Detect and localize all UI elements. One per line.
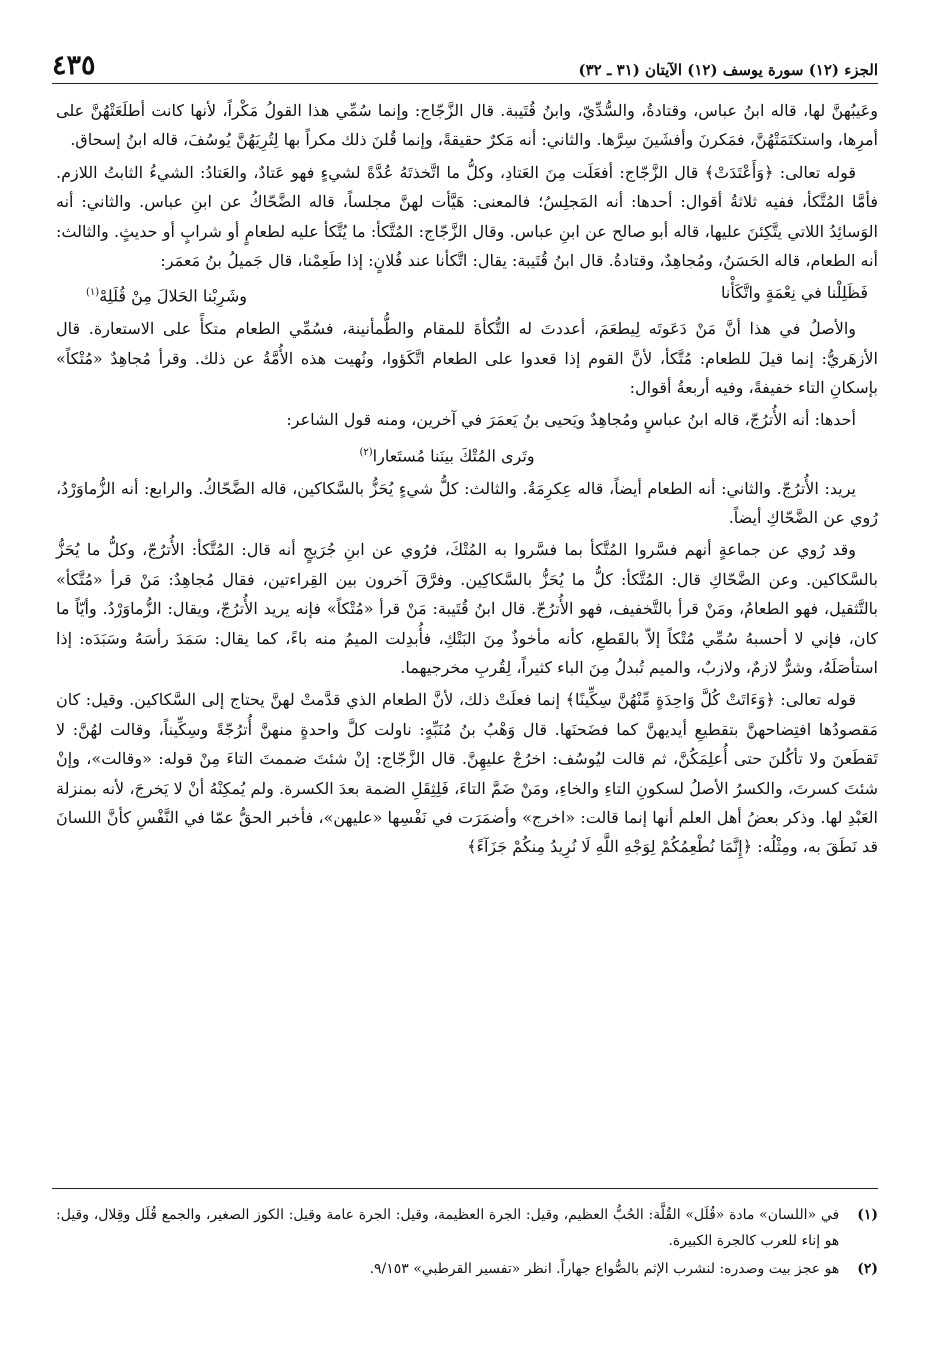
- verse-1-second-hemistich: وشَرِبْنا الحَلالَ مِنْ قُلَلِهْ: [99, 286, 247, 306]
- poem-verse-2: [86, 438, 868, 471]
- verse-1-second-hemistich-wrap: [86, 278, 247, 311]
- footnote-mark-2: (٢): [359, 446, 373, 458]
- verse-2-hemistich: وتَرى المُتْكَ بينَنا مُستَعارا: [372, 446, 535, 466]
- running-head: الجزء (١٢) سورة يوسف (١٢) الآيتان (٣١ ـ ٣٢): [578, 61, 878, 79]
- page-header: [52, 40, 878, 84]
- footnote-2: [56, 1256, 878, 1282]
- footnote-1-text: في «اللسان» مادة «قُلَل» القُلَّة: الحُبُّ العظيم، وقيل: الجرة العظيمة، وقيل: الجرة عامة وقيل: الكوز الصغير، والجمع قُلَل وقِلال، وقيل: هو إناء للعرب كالجرة الكبيرة.: [56, 1207, 840, 1249]
- footnote-2-text: هو عجز بيت وصدره: لنشرب الإثم بالصُّواع جهاراً. انظر «تفسير القرطبي» ٩/١٥٣.: [369, 1261, 840, 1277]
- footnote-mark-1: (١): [86, 287, 100, 299]
- paragraph-6: وقد رُوي عن جماعةٍ أنهم فسَّروا المُتَّكأ بما فسَّروا به المُتْكَ، فرُوي عن ابنِ جُرَيجٍ أنه قال: المُتَّكأ: الأُترُجّ، وكلُّ ما يُحَزُّ بالسَّكاكين. وعن الضَّحّاكِ قال: المُتَّكأ: كلُّ ما يُحَزُّ بالسَّكاكِين. وفرَّقَ آخرون بين القِراءتين، فقال مُجاهِدٌ: مَنْ قرأ «مُتَّكأ» بالتَّثقيل، فهو الطعامُ، ومَنْ قرأ بالتَّخفيف، فهو الأُترُجّ. قال ابنُ قُتَيبة: مَنْ قرأ «مُتْكاً» فإنه يريد الأُترُجّ، ويقال: الزُّماوَرْدُ. وأيّاً ما كان، فإني لا أحسبهُ سُمِّي مُتْكاً إلاّ بالقَطعِ، كأنه مأخوذٌ مِنَ البَتْكِ، فأُبدِلت الميمُ منه باءً، كما يقال: سَمَدَ رأسَهُ وسَبَدَه: إذا استأصَلَهُ، وشرٌّ لازمٌ، ولازبٌ، والميم تُبدلُ مِنَ الباء كثيراً، لِقُربِ مخرجيهما.: [56, 540, 878, 677]
- footnote-2-number: (٢): [857, 1261, 878, 1277]
- paragraph-1: وعَيبُهنَّ لها، قاله ابنُ عباس، وقتادةُ، والسُّدِّيّ، وابنُ قُتَيبة. قال الزَّجّاج: وإنما سُمِّي هذا القولُ مَكْراً، لأنها كانت أطلَعَتْهُنَّ على أمرِها، واستكتَمَتْهُنَّ، فمَكرنَ وأفشَينَ سِرَّها. والثاني: أنه مَكرٌ حقيقةً، وإنما قُلنَ ذلك مكراً بها لِتُرِيَهُنَّ يُوسُفَ، قاله ابنُ إسحاق.: [56, 101, 878, 150]
- paragraph-5: يريد: الأُترُجّ. والثاني: أنه الطعام أيضاً، قاله عِكرِمَةُ. والثالث: كلُّ شيءٍ يُحَزُّ بالسَّكاكين، قاله الضَّحّاكُ. والرابع: أنه الزُّماوَرْدُ، رُوي عن الضَّحّاكِ أيضاً.: [56, 478, 878, 527]
- verse-2-wrap: [359, 438, 534, 471]
- footnote-1: [56, 1202, 878, 1254]
- footnotes: [56, 1202, 878, 1284]
- page-number: ٤٣٥: [52, 50, 96, 81]
- footnote-1-number: (١): [857, 1207, 878, 1223]
- paragraph-2: قوله تعالى: ﴿وَأَعْتَدَتْ﴾ قال الزَّجّاج: أفعَلَت مِنَ العَتادِ، وكلُّ ما اتَّخذتَهُ عُدَّةً لشيءٍ فهو عَتادٌ، والعَتادُ: الشيءُ الثابتُ اللازم. فأمَّا المُتَّكأ، ففيه ثلاثةُ أقوال: أحدها: أنه المَجلِسُ؛ فالمعنى: هَيَّأت لهنَّ مجلساً، قاله الضَّحّاكُ عن ابنِ عباس. والثاني: أنه الوَسائِدُ اللاتي يتَّكِئنَ عليها، قاله أبو صالح عن ابنِ عباس. وقال الزَّجّاج: المُتَّكأ: ما يُتَّكأ عليه لطعامٍ أو شرابٍ أو حديثٍ. والثالث: أنه الطعام، قاله الحَسَنُ، ومُجاهِدٌ، وقتادةُ. قال ابنُ قُتَيبة: يقال: اتَّكأنا عند فُلانٍ: إذا طَعِمْنا، قال جَميلُ بنُ مَعمَر:: [56, 162, 878, 271]
- main-text: [56, 96, 878, 865]
- poem-verse-1: [86, 278, 868, 311]
- paragraph-4: أحدها: أنه الأُترُجّ، قاله ابنُ عباسٍ ومُجاهِدٌ ويَحيى بنُ يَعمَرَ في آخرين، ومنه قول الشاعر:: [286, 410, 856, 430]
- verse-1-first-hemistich: فَظَلِلْنا في نِعْمَةٍ واتَّكَأْنا: [721, 283, 868, 303]
- paragraph-3: والأصلُ في هذا أنَّ مَنْ دَعَوتَه لِيطعَمَ، أعددتَ له التُّكأةَ للمقام والطُّمأنينة، فسُمِّي الطعام متكأً على الاستعارة. قال الأزهَريُّ: إنما قيلَ للطعام: مُتَّكأ، لأنَّ القوم إذا قعدوا على الطعام اتَّكَؤوا، ونُهيت هذه الأُمَّةُ عن ذلك. وقرأ مُجاهِدٌ «مُتْكاً» بإسكانِ التاء خفيفةً، وفيه أربعةُ أقوال:: [56, 319, 878, 397]
- paragraph-7: قوله تعالى: ﴿وَءَاتَتْ كُلَّ وَاحِدَةٍ مِّنْهُنَّ سِكِّينًا﴾ إنما فعلَتْ ذلك، لأنَّ الطعام الذي قدَّمتْ لهنَّ يحتاج إلى السَّكاكين. وقيل: كان مَقصودُها افتِضاحهنَّ بتقطيعِ أيديهنَّ كما فضَحنَها. قال وَهْبُ بنُ مُنَبِّهٍ: ناولت كلَّ واحدةٍ منهنَّ أُترُجّةً وسِكِّيناً، وقالت لهُنَّ: لا تَقطَعنَ ولا تأكُلنَ حتى أُعلِمَكُنَّ، ثم قالت ليُوسُف: اخرُجْ عليهِنَّ. قال الزَّجّاج: إنْ شئتَ ضممتَ التاءَ مِنْ قوله: «وقالت»، وإنْ شئتَ كسرتَ، والكسرُ الأصلُ لسكونِ التاءِ والخاءِ، ومَنْ ضَمَّ التاءَ، فَلِثِقَلِ الضمة بعدَ الكسرة. ولم يُمكِنْهُ أنْ لا يَخرجَ، لأنه بمنزلة العَبْدِ لها. وذكر بعضُ أهل العلم أنها إنما قالت: «اخرج» وأضمَرَت في نَفْسِها «عليهن»، فأخبر الحقُّ عمّا في النَّفْسِ كأنَّ اللسانَ قد نَطَقَ به، ومِثْلُه: ﴿إِنَّمَا نُطْعِمُكُمْ لِوَجْهِ اللَّهِ لَا نُرِيدُ مِنكُمْ جَزَآءً﴾: [56, 690, 879, 857]
- footnote-divider: [52, 1188, 878, 1189]
